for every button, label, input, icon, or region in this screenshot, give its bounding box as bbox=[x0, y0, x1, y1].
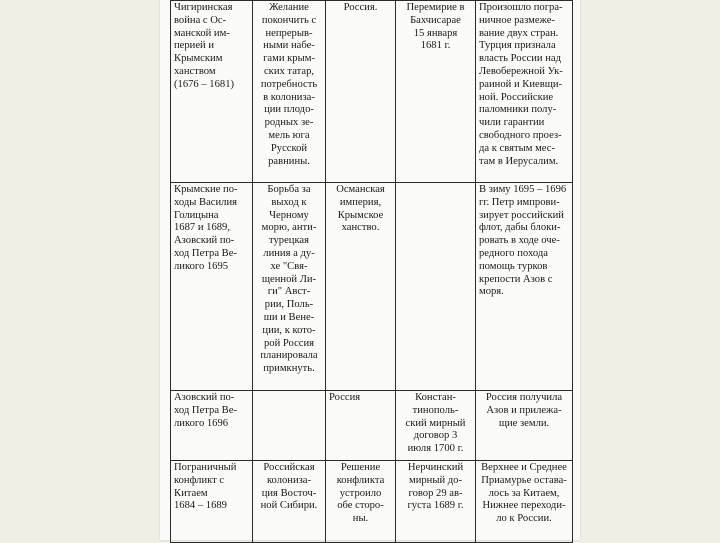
cell-outcome: Верхнее и Среднее Приамурье остава- лось за Китаем, Нижнее переходи- ло к России. bbox=[476, 461, 573, 543]
cell-initiator: Россия bbox=[326, 391, 396, 461]
cell-initiator: Османская империя, Крымское ханство. bbox=[326, 183, 396, 391]
cell-conflict: Азовский по- ход Петра Ве- ликого 1696 bbox=[171, 391, 253, 461]
scanned-page bbox=[160, 0, 580, 540]
cell-goals: Желание покончить с непрерыв- ными набе- гами крым- ских татар, потребность в колониза- ции плодо- родных зе- мель юга Русской равнины. bbox=[253, 1, 326, 183]
cell-outcome: Произошло погра- ничное размеже- вание двух стран. Турция признала власть России над Левобережной Ук- раиной и Киевщи- ной. Российские паломники полу- чили гарантии свободного проез- да к святым мес- там в Иерусалим. bbox=[476, 1, 573, 183]
cell-conflict: Пограничный конфликт с Китаем 1684 – 1689 bbox=[171, 461, 253, 543]
cell-outcome: В зиму 1695 – 1696 гг. Петр импрови- зирует российский флот, дабы блоки- ровать в ходе оче- редного похода помощь турков крепости Азов с моря. bbox=[476, 183, 573, 391]
cell-result: Нерчинский мирный до- говор 29 ав- густа 1689 г. bbox=[396, 461, 476, 543]
cell-conflict: Крымские по- ходы Василия Голицына 1687 и 1689, Азовский по- ход Петра Ве- ликого 1695 bbox=[171, 183, 253, 391]
table-row bbox=[171, 1, 573, 183]
cell-initiator: Россия. bbox=[326, 1, 396, 183]
cell-result bbox=[396, 183, 476, 391]
cell-outcome: Россия получила Азов и прилежа- щие земли. bbox=[476, 391, 573, 461]
cell-goals bbox=[253, 391, 326, 461]
cell-result: Перемирие в Бахчисарае 15 января 1681 г. bbox=[396, 1, 476, 183]
cell-goals: Российская колониза- ция Восточ- ной Сибири. bbox=[253, 461, 326, 543]
table-row bbox=[171, 391, 573, 461]
cell-goals: Борьба за выход к Черному морю, анти- турецкая линия а ду- хе "Свя- щенной Ли- ги" Авст- рии, Поль- ши и Вене- ции, к кото- рой Россия планировала примкнуть. bbox=[253, 183, 326, 391]
cell-result: Констан- тинополь- ский мирный договор 3 июля 1700 г. bbox=[396, 391, 476, 461]
table-row bbox=[171, 461, 573, 543]
cell-initiator: Решение конфликта устроило обе сторо- ны. bbox=[326, 461, 396, 543]
cell-conflict: Чигиринская война с Ос- манской им- перией и Крымским ханством (1676 – 1681) bbox=[171, 1, 253, 183]
wars-table bbox=[170, 0, 573, 543]
table-row bbox=[171, 183, 573, 391]
